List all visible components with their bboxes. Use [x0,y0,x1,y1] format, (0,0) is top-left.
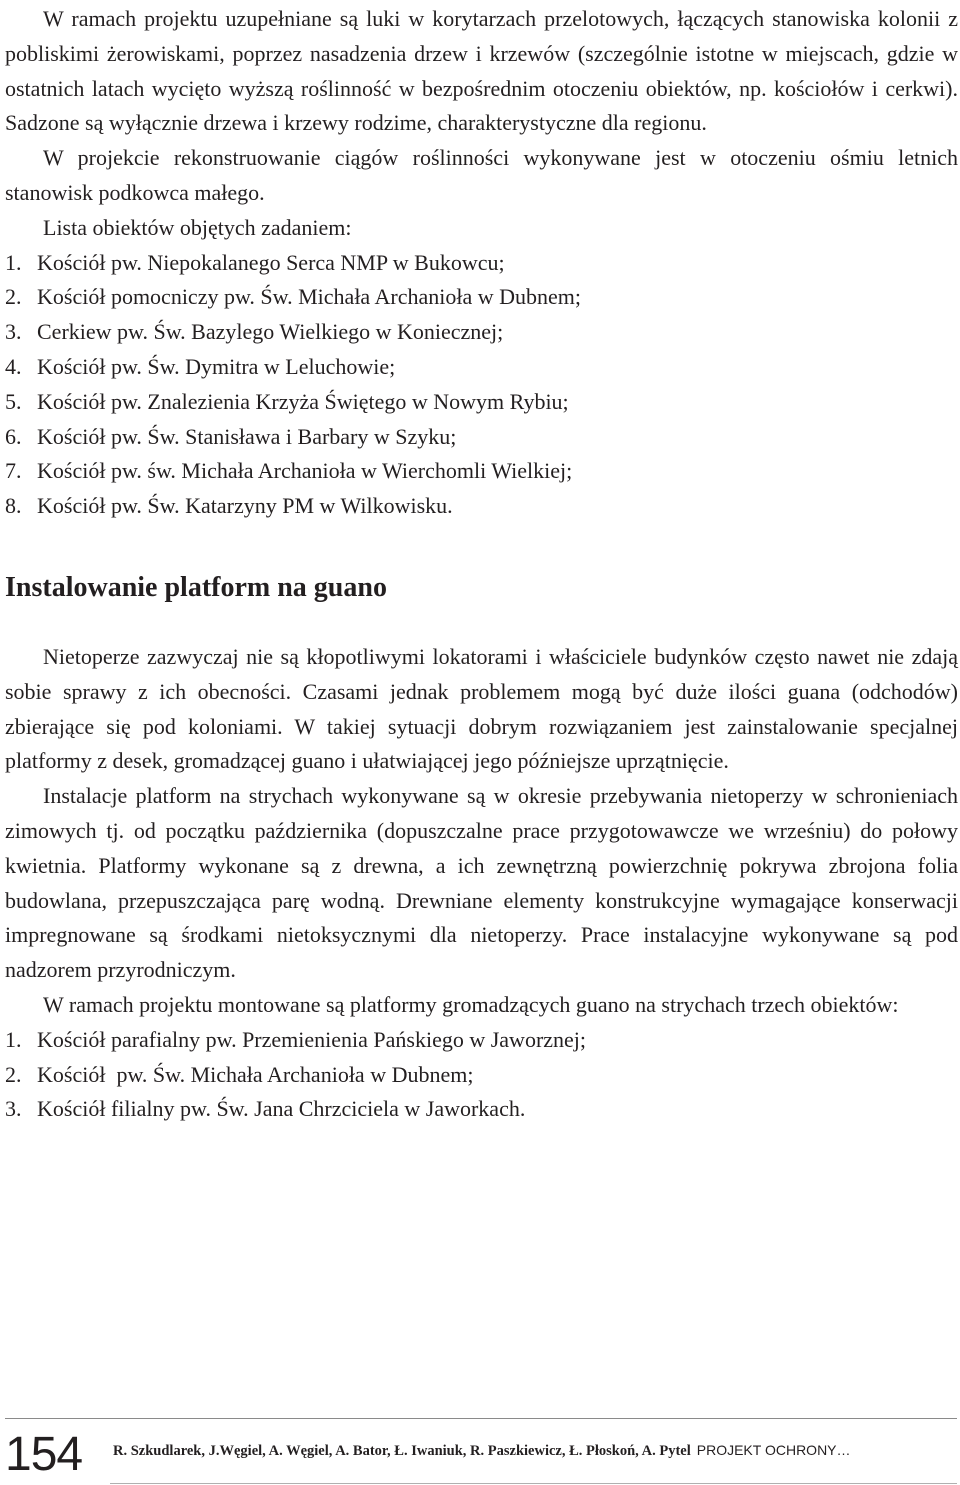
list-item-text: Kościół parafialny pw. Przemienienia Pańskiego w Jaworznej; [37,1026,587,1052]
running-footer [113,1440,851,1461]
footer-bottom-rule [110,1483,957,1484]
footer-divider [5,1418,957,1419]
page-content [5,2,958,1127]
list-item [5,420,958,455]
list-item [5,385,958,420]
list-item-text: Kościół pw. Niepokalanego Serca NMP w Bukowcu; [37,249,505,275]
list-item-number: 8. [5,493,22,519]
list-item-number: 5. [5,388,22,414]
list-item [5,1092,958,1127]
footer-authors: R. Szkudlarek, J.Węgiel, A. Węgiel, A. Bator, Ł. Iwaniuk, R. Paszkiewicz, Ł. Płoskoń, A. Pytel [113,1443,691,1459]
list-item-text: Kościół pomocniczy pw. Św. Michała Archanioła w Dubnem; [37,284,581,310]
list-item-number: 1. [5,249,22,275]
list-item-number: 2. [5,284,22,310]
list-item-text: Cerkiew pw. Św. Bazylego Wielkiego w Koniecznej; [37,319,504,345]
footer-title: PROJEKT OCHRONY… [696,1442,851,1458]
list-item-number: 3. [5,319,22,345]
section-heading: Instalowanie platform na guano [5,571,387,603]
list-item-number: 4. [5,353,22,379]
page-number: 154 [5,1428,83,1481]
spacer [5,608,958,640]
list-item-text: Kościół pw. Znalezienia Krzyża Świętego w Nowym Rybiu; [37,388,569,414]
list-item-number: 7. [5,458,22,484]
list-item-text: Kościół pw. Św. Stanisława i Barbary w Szyku; [37,423,457,449]
list-intro: Lista obiektów objętych zadaniem: [43,214,352,240]
list-item [5,1023,958,1058]
list-item [5,246,958,281]
list-item-number: 6. [5,423,22,449]
list-item [5,1058,958,1093]
objects-list [5,246,958,524]
list-item-text: Kościół pw. św. Michała Archanioła w Wierchomli Wielkiej; [37,458,573,484]
list-item [5,454,958,489]
list-item-text: Kościół pw. Św. Michała Archanioła w Dubnem; [37,1061,474,1087]
list-item [5,489,958,524]
list-item [5,280,958,315]
spacer [5,524,958,568]
section-paragraph-1: Nietoperze zazwyczaj nie są kłopotliwymi lokatorami i właściciele budynków często nawet nie zdają sobie sprawy z ich obecności. Czasami jednak problemem mogą być duże ilości guana (odchodów) zbierające się pod koloniami. W takiej sytuacji dobrym rozwiązaniem jest zainstalowanie specjalnej platformy z desek, gromadzącej guano i ułatwiającej jego późniejsze uprzątnięcie. [5,643,958,774]
list-item-number: 1. [5,1026,22,1052]
list-item-text: Kościół filialny pw. Św. Jana Chrzciciela w Jaworkach. [37,1096,526,1122]
section-paragraph-2: Instalacje platform na strychach wykonywane są w okresie przebywania nietoperzy w schronieniach zimowych tj. od początku października (dopuszczalne prace przygotowawcze we wrześniu) do połowy kwietnia. Platformy wykonane są z drewna, a ich zewnętrzną powierzchnię pokrywa zbrojona folia budowlana, przepuszczająca parę wodną. Drewniane elementy konstrukcyjne wymagające konserwacji impregnowane są środkami nietoksycznymi dla nietoperzy. Prace instalacyjne wykonywane są pod nadzorem przyrodniczym. [5,783,958,983]
list-item-number: 2. [5,1061,22,1087]
section-paragraph-3: W ramach projektu montowane są platformy gromadzących guano na strychach trzech obiektów: [43,991,899,1017]
list-item-text: Kościół pw. Św. Dymitra w Leluchowie; [37,353,396,379]
list-item [5,350,958,385]
platforms-list [5,1023,958,1127]
list-item-number: 3. [5,1096,22,1122]
list-item-text: Kościół pw. Św. Katarzyny PM w Wilkowisku. [37,493,453,519]
intro-paragraph-1: W ramach projektu uzupełniane są luki w korytarzach przelotowych, łączących stanowiska kolonii z pobliskimi żerowiskami, poprzez nasadzenia drzew i krzewów (szczególnie istotne w miejscach, gdzie w ostatnich latach wycięto wyższą roślinność w bezpośrednim otoczeniu obiektów, np. kościołów i cerkwi). Sadzone są wyłącznie drzewa i krzewy rodzime, charakterystyczne dla regionu. [5,6,958,136]
list-item [5,315,958,350]
intro-paragraph-2: W projekcie rekonstruowanie ciągów roślinności wykonywane jest w otoczeniu ośmiu letnich stanowisk podkowca małego. [5,145,958,205]
